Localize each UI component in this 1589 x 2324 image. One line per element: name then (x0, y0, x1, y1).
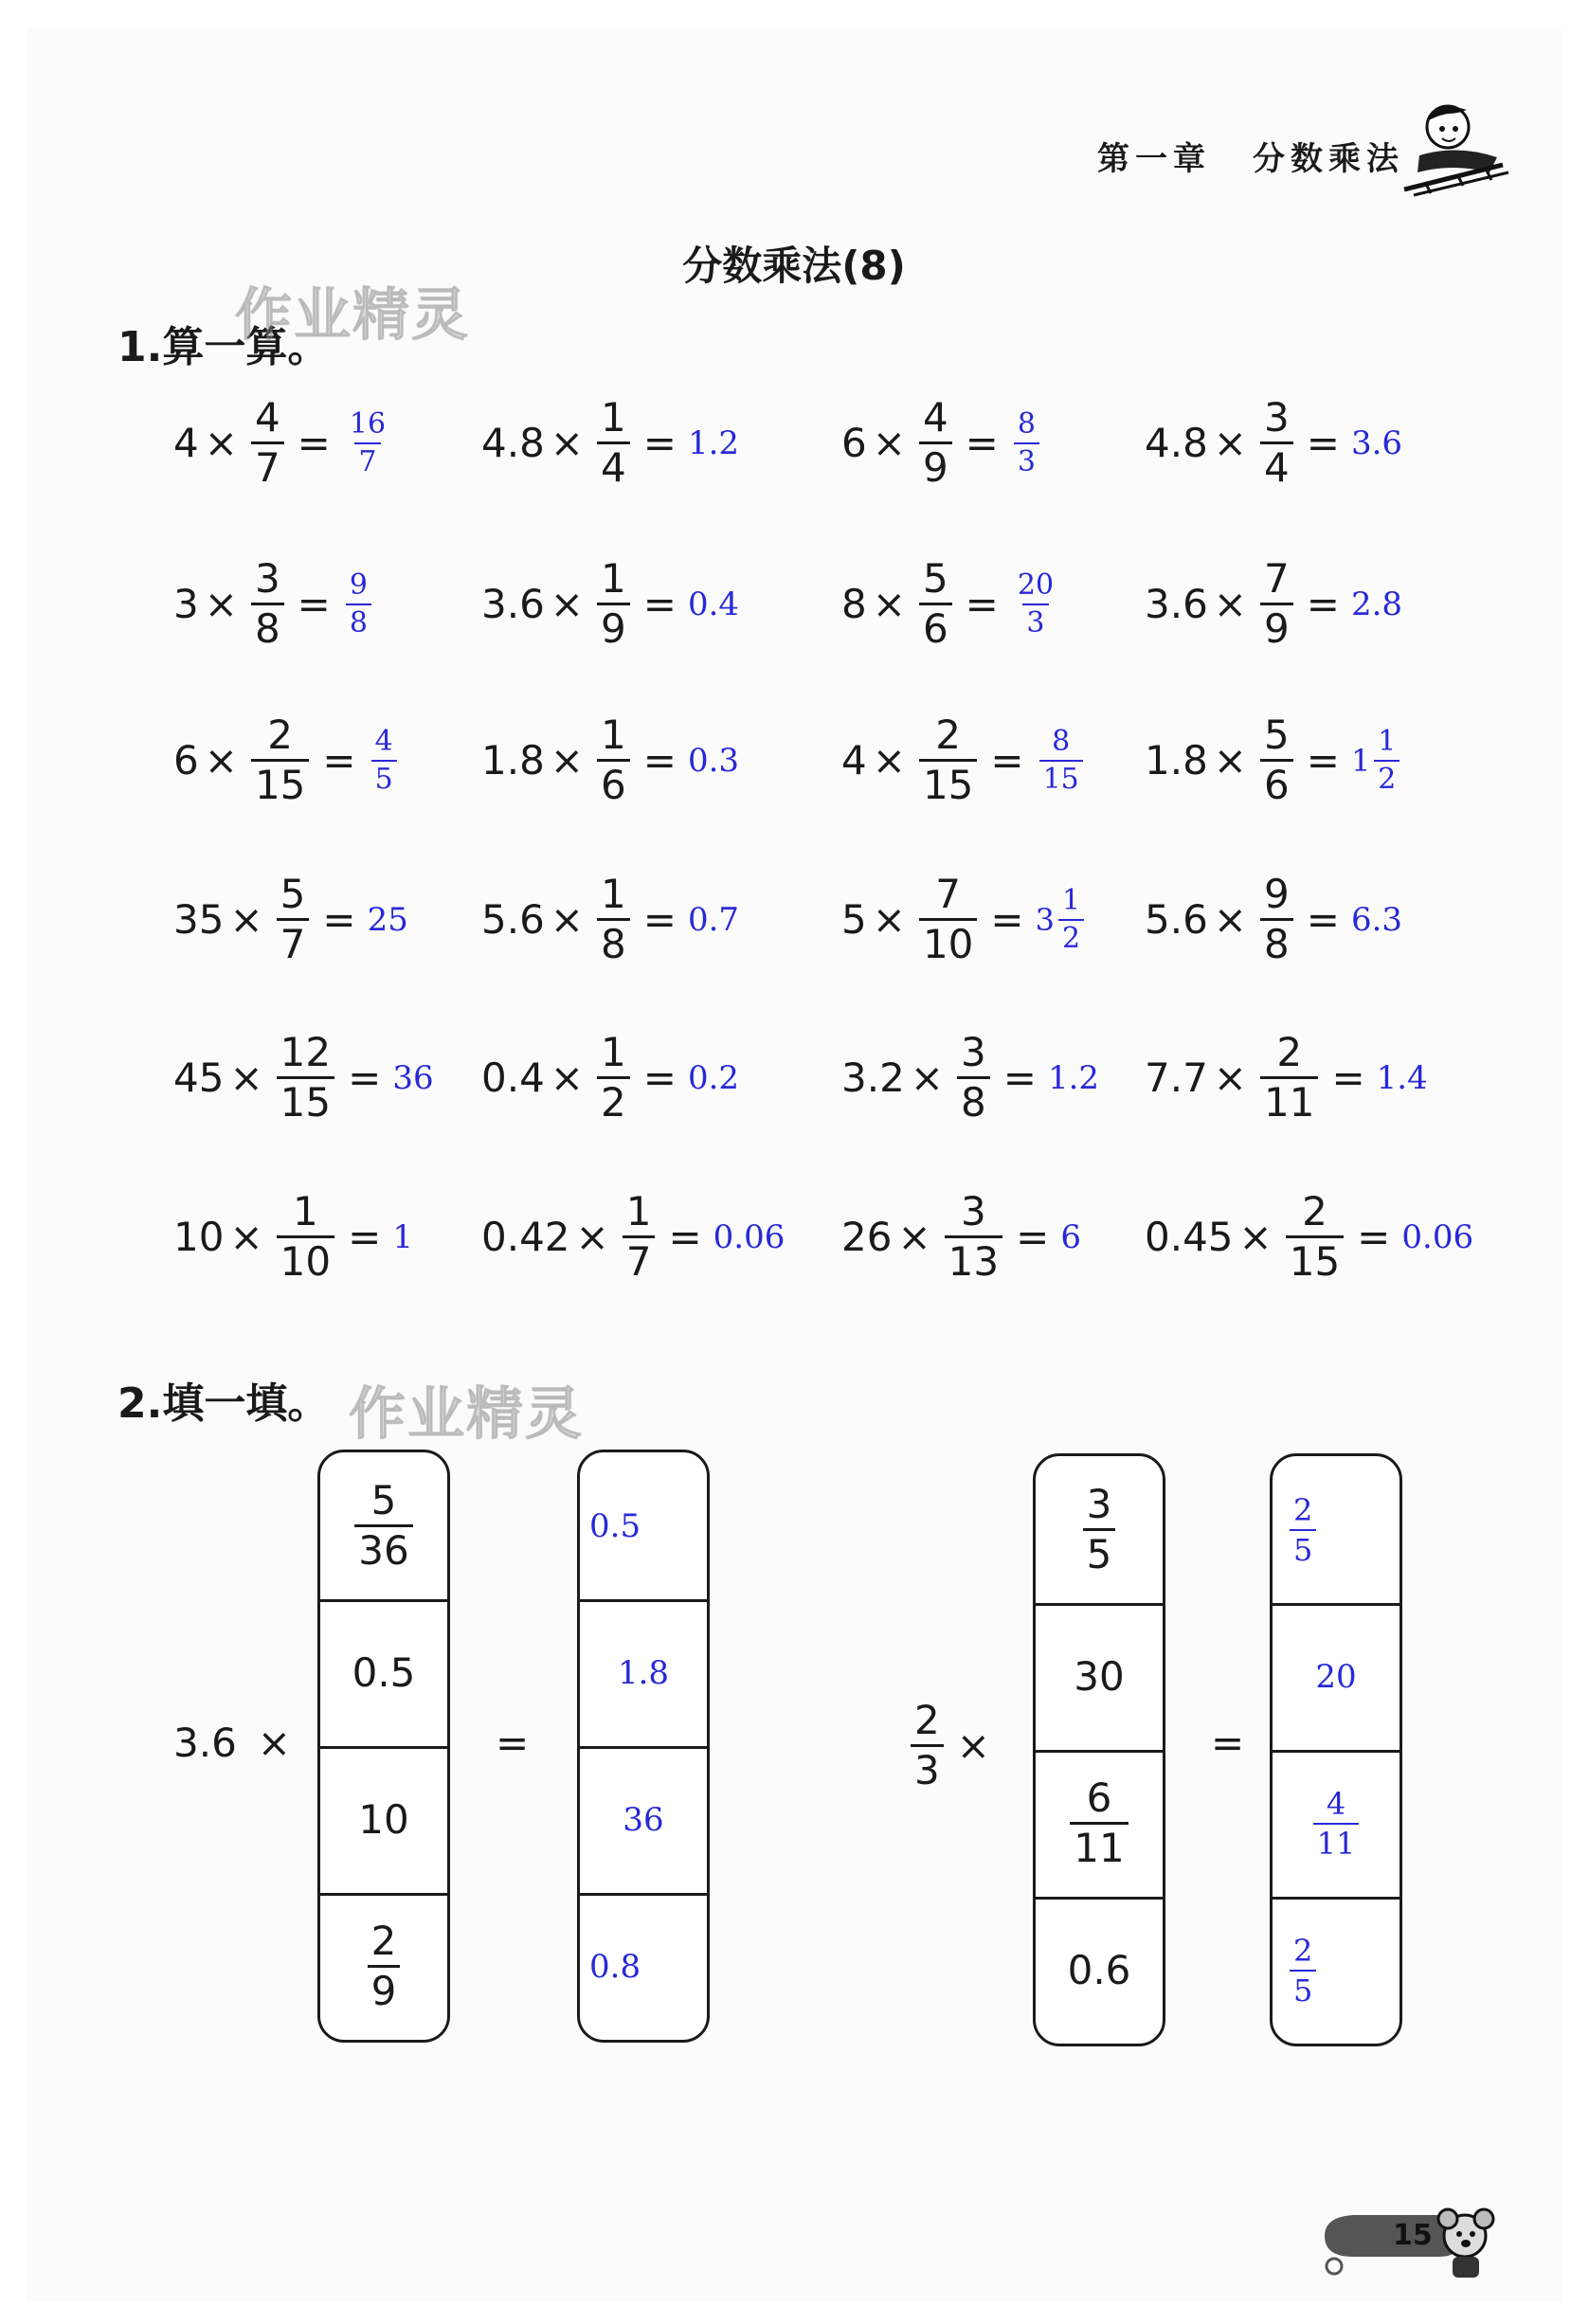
equals-sign: = (1331, 1054, 1365, 1101)
result-cell (580, 1452, 707, 1599)
answer-fraction: $\frac{4}{5}$ (371, 728, 397, 794)
operand: 3.6 (1145, 581, 1208, 627)
handwritten-answer (1035, 883, 1088, 955)
sledding-kid-icon (1391, 97, 1514, 201)
answer-value: 0.2 (687, 1058, 740, 1097)
answer-value: 1 (392, 1217, 413, 1256)
operand: 0.42 (481, 1214, 570, 1260)
handwritten-answer (392, 1059, 433, 1097)
operand: 8 (841, 581, 867, 627)
times-sign: × (1213, 737, 1247, 784)
operand: 4 (173, 420, 199, 466)
problem (173, 394, 393, 491)
fraction-operand: $\frac{5}{6}$ (919, 559, 952, 649)
workbook-page (27, 28, 1562, 2302)
watermark-1: 作业精灵 (235, 282, 470, 349)
problem (1145, 555, 1403, 652)
times-sign: × (1213, 896, 1247, 943)
problem (481, 1029, 740, 1126)
cell-value: 1.8 (617, 1653, 670, 1692)
times-sign: × (204, 420, 238, 466)
answer-value: 36 (392, 1058, 434, 1097)
cell-fraction: $\frac{3}{5}$ (1083, 1485, 1116, 1575)
problem (173, 555, 375, 652)
problem (841, 555, 1061, 652)
handwritten-answer (392, 1218, 413, 1256)
fraction-operand: $\frac{4}{9}$ (919, 398, 952, 488)
result-cell (580, 1746, 707, 1893)
cell-divider (1273, 1750, 1399, 1753)
input-cell (320, 1746, 447, 1893)
cell-value: 30 (1074, 1653, 1125, 1700)
problem (1145, 871, 1403, 967)
input-cell (320, 1452, 447, 1599)
section-2-label: 2.填一填。 (117, 1379, 330, 1428)
problem (841, 394, 1043, 491)
cell-value: 0.5 (352, 1649, 416, 1696)
problem (481, 871, 740, 967)
result-cell (1273, 1897, 1399, 2044)
cell-value: 0.8 (589, 1947, 641, 1986)
fill2-equals: = (1211, 1720, 1245, 1766)
problem (173, 712, 401, 808)
times-sign: × (550, 737, 584, 784)
problem (481, 394, 740, 491)
handwritten-answer (1048, 1059, 1099, 1097)
operand: 1.8 (1145, 737, 1208, 784)
equals-sign: = (668, 1214, 702, 1260)
cell-divider (1273, 1897, 1399, 1900)
operand: 3.6 (481, 581, 545, 627)
fraction-operand: $\frac{1}{8}$ (597, 874, 630, 964)
fraction-operand: $\frac{7}{9}$ (1260, 559, 1293, 649)
equals-sign: = (965, 420, 999, 466)
answer-fraction: $\frac{8}{15}$ (1039, 728, 1083, 794)
page-number: 15 (1393, 2219, 1433, 2252)
operand: 4.8 (1145, 420, 1208, 466)
equals-sign: = (1306, 420, 1340, 466)
operand: 45 (173, 1054, 225, 1101)
times-sign: × (872, 420, 906, 466)
answer-fraction: $\frac{9}{8}$ (346, 571, 371, 638)
answer-whole: 3 (1035, 901, 1055, 938)
fraction-operand: $\frac{1}{2}$ (597, 1033, 630, 1123)
cell-fraction: $\frac{2}{9}$ (368, 1921, 401, 2011)
fraction-operand: $\frac{3}{8}$ (251, 559, 284, 649)
result-cell (580, 1599, 707, 1746)
times-sign: × (575, 1214, 609, 1260)
operand: 10 (173, 1214, 225, 1260)
fraction-operand: $\frac{3}{4}$ (1260, 398, 1293, 488)
page-number-badge (1306, 2198, 1495, 2287)
cell-fraction: $\frac{2}{5}$ (1290, 1936, 1316, 2006)
fraction-operand: $\frac{12}{15}$ (277, 1033, 334, 1123)
cell-value: 20 (1315, 1657, 1357, 1696)
operand: 5 (841, 896, 867, 943)
operand: 5.6 (481, 896, 545, 943)
equals-sign: = (1306, 581, 1340, 627)
chapter-header (1097, 133, 1404, 179)
equals-sign: = (642, 581, 677, 627)
times-sign: × (229, 1214, 263, 1260)
problem (481, 555, 740, 652)
fill1-multiplier (173, 1720, 297, 1766)
answer-value: 0.7 (687, 900, 740, 939)
answer-value: 1.2 (1047, 1058, 1100, 1097)
operand: 35 (173, 896, 225, 943)
input-cell (1036, 1750, 1163, 1897)
handwritten-answer (1060, 1218, 1081, 1256)
equals-sign: = (322, 737, 356, 784)
times-sign: × (1213, 1054, 1247, 1101)
times-sign: × (550, 1054, 584, 1101)
fill1-result-column (577, 1450, 710, 2043)
fraction-operand: $\frac{4}{7}$ (251, 398, 284, 488)
operand: 3 (173, 581, 199, 627)
handwritten-answer (1350, 724, 1403, 796)
chapter-label: 第一章 (1097, 140, 1211, 178)
fill2-result-column (1270, 1453, 1402, 2046)
answer-value: 25 (367, 900, 408, 939)
operand: 6 (841, 420, 867, 466)
equals-sign: = (348, 1214, 382, 1260)
handwritten-answer (1036, 724, 1087, 796)
section-1-label: 1.算一算。 (117, 323, 330, 371)
watermark-2: 作业精灵 (349, 1381, 584, 1448)
result-cell (1273, 1603, 1399, 1750)
fraction-operand: $\frac{9}{8}$ (1260, 874, 1293, 964)
equals-sign: = (990, 896, 1024, 943)
problem (1145, 1029, 1428, 1126)
answer-value: 0.3 (687, 741, 740, 780)
cell-fraction: $\frac{6}{11}$ (1070, 1778, 1128, 1868)
times-sign: × (229, 1054, 263, 1101)
times-sign: × (910, 1054, 944, 1101)
equals-sign: = (348, 1054, 382, 1101)
problem (1145, 712, 1403, 808)
handwritten-answer (368, 724, 401, 796)
times-sign: × (550, 420, 584, 466)
operand: 4.8 (481, 420, 545, 466)
times-sign: × (204, 581, 238, 627)
cell-divider (580, 1746, 707, 1749)
operand: 6 (173, 737, 199, 784)
fraction-operand: $\frac{1}{6}$ (597, 715, 630, 805)
page-title: 分数乘法(8) (682, 243, 906, 289)
handwritten-answer (688, 586, 739, 623)
answer-fraction: $\frac{16}{7}$ (349, 406, 387, 478)
problem (173, 1188, 413, 1285)
times-sign: × (872, 896, 906, 943)
fraction-operand: $\frac{1}{7}$ (623, 1192, 656, 1282)
fill1-equals: = (496, 1720, 530, 1766)
input-cell (1036, 1603, 1163, 1750)
answer-value: 6 (1060, 1217, 1081, 1256)
fraction-operand: $\frac{7}{10}$ (919, 874, 977, 964)
fraction-operand: $\frac{5}{6}$ (1260, 715, 1293, 805)
cell-divider (1036, 1897, 1163, 1900)
handwritten-answer (1377, 1059, 1428, 1097)
operand: 0.45 (1145, 1214, 1234, 1260)
result-cell (1273, 1456, 1399, 1603)
answer-whole: 1 (1350, 742, 1371, 779)
fraction-operand: $\frac{2}{15}$ (251, 715, 309, 805)
equals-sign: = (990, 737, 1024, 784)
problem (1145, 394, 1403, 491)
cell-divider (580, 1893, 707, 1896)
fraction-operand: $\frac{3}{8}$ (957, 1033, 990, 1123)
input-cell (320, 1893, 447, 2040)
equals-sign: = (297, 581, 331, 627)
cell-value: 36 (623, 1800, 664, 1839)
problem (481, 712, 740, 808)
result-cell (1273, 1750, 1399, 1897)
equals-sign: = (1357, 1214, 1391, 1260)
fraction-operand: $\frac{2}{15}$ (919, 715, 977, 805)
problem (841, 712, 1087, 808)
input-cell (320, 1599, 447, 1746)
cell-divider (1036, 1603, 1163, 1606)
operand: 3.2 (841, 1054, 905, 1101)
answer-value: 2.8 (1350, 585, 1403, 623)
answer-value: 1.4 (1376, 1058, 1428, 1097)
fraction-operand: $\frac{2}{11}$ (1260, 1033, 1318, 1123)
times-sign: × (1238, 1214, 1273, 1260)
cell-divider (580, 1599, 707, 1602)
cell-fraction: $\frac{5}{36}$ (354, 1481, 412, 1571)
problem (841, 871, 1088, 967)
answer-value: 0.06 (1401, 1217, 1474, 1256)
problem (173, 871, 408, 967)
handwritten-answer (1351, 901, 1402, 939)
handwritten-answer (713, 1218, 785, 1256)
answer-fraction: $\frac{20}{3}$ (1017, 567, 1055, 640)
fill2-multiplier-fraction: $\frac{2}{3}$ (911, 1701, 944, 1791)
fraction-operand: $\frac{1}{4}$ (597, 398, 630, 488)
times-sign: × (550, 581, 584, 627)
handwritten-answer (688, 424, 739, 462)
handwritten-answer (342, 567, 375, 640)
operand: 1.8 (481, 737, 545, 784)
handwritten-answer (688, 742, 739, 780)
answer-value: 0.06 (713, 1217, 785, 1256)
times-sign: × (897, 1214, 931, 1260)
times-sign: × (257, 1720, 291, 1766)
equals-sign: = (1306, 896, 1340, 943)
times-sign: × (872, 737, 906, 784)
fill2-input-column (1033, 1453, 1165, 2046)
operand: 4 (841, 737, 867, 784)
equals-sign: = (1002, 1054, 1037, 1101)
cell-divider (320, 1893, 447, 1896)
answer-value: 6.3 (1350, 900, 1403, 939)
answer-value: 1.2 (687, 423, 740, 462)
fill1-multiplier-value: 3.6 (173, 1720, 237, 1766)
fraction-operand: $\frac{2}{15}$ (1286, 1192, 1344, 1282)
problem (841, 1188, 1081, 1285)
operand: 5.6 (1145, 896, 1208, 943)
equals-sign: = (1306, 737, 1340, 784)
answer-value: 0.4 (687, 585, 740, 623)
input-cell (1036, 1456, 1163, 1603)
cell-fraction: $\frac{4}{11}$ (1313, 1789, 1360, 1859)
handwritten-answer (688, 1059, 739, 1097)
times-sign: × (204, 737, 238, 784)
operand: 26 (841, 1214, 893, 1260)
cell-divider (320, 1599, 447, 1602)
handwritten-answer (342, 406, 393, 478)
problem (841, 1029, 1100, 1126)
cell-value: 10 (358, 1796, 409, 1843)
cell-divider (1273, 1603, 1399, 1606)
equals-sign: = (642, 1054, 677, 1101)
handwritten-answer (1010, 567, 1061, 640)
problem (173, 1029, 434, 1126)
answer-fraction: $\frac{8}{3}$ (1014, 410, 1039, 477)
operand: 7.7 (1145, 1054, 1208, 1101)
answer-fraction: $\frac{1}{2}$ (1058, 887, 1084, 953)
fill1-input-column (317, 1450, 450, 2043)
problem (1145, 1188, 1474, 1285)
handwritten-answer (1010, 406, 1043, 478)
times-sign: × (1213, 581, 1247, 627)
times-sign: × (1213, 420, 1247, 466)
equals-sign: = (322, 896, 356, 943)
handwritten-answer (1401, 1218, 1473, 1256)
handwritten-answer (688, 901, 739, 939)
handwritten-answer (1351, 586, 1402, 623)
problem (481, 1188, 785, 1285)
times-sign: × (550, 896, 584, 943)
equals-sign: = (1016, 1214, 1050, 1260)
fraction-operand: $\frac{3}{13}$ (945, 1192, 1002, 1282)
times-sign: × (229, 896, 263, 943)
fill2-multiplier (903, 1697, 996, 1793)
cell-divider (1036, 1750, 1163, 1753)
times-sign: × (872, 581, 906, 627)
cell-fraction: $\frac{2}{5}$ (1290, 1495, 1316, 1565)
operand: 0.4 (481, 1054, 545, 1101)
fraction-operand: $\frac{1}{9}$ (597, 559, 630, 649)
cell-divider (320, 1746, 447, 1749)
equals-sign: = (965, 581, 999, 627)
fraction-operand: $\frac{5}{7}$ (277, 874, 310, 964)
handwritten-answer (1351, 424, 1402, 462)
answer-fraction: $\frac{1}{2}$ (1374, 728, 1399, 794)
input-cell (1036, 1897, 1163, 2044)
result-cell (580, 1893, 707, 2040)
equals-sign: = (642, 737, 677, 784)
chapter-topic: 分数乘法 (1253, 140, 1404, 178)
equals-sign: = (642, 420, 677, 466)
equals-sign: = (642, 896, 677, 943)
equals-sign: = (297, 420, 331, 466)
handwritten-answer (368, 901, 408, 939)
cell-value: 0.5 (589, 1506, 641, 1545)
times-sign: × (956, 1722, 990, 1769)
answer-value: 3.6 (1350, 423, 1403, 462)
cell-value: 0.6 (1067, 1947, 1131, 1993)
fraction-operand: $\frac{1}{10}$ (277, 1192, 334, 1282)
